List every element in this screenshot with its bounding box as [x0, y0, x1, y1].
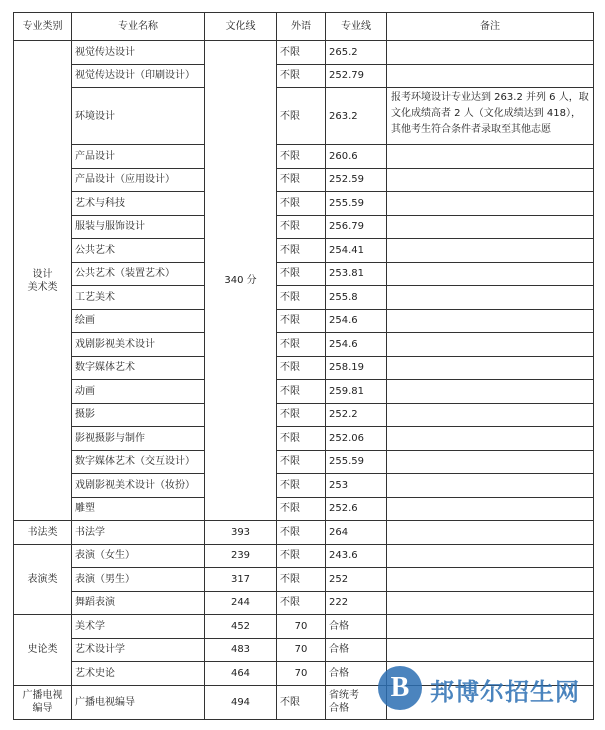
- language-req: 不限: [277, 192, 326, 216]
- major-score: 255.59: [326, 450, 387, 474]
- remark-cell: [387, 145, 594, 169]
- major-score: 合格: [326, 662, 387, 686]
- language-req: 不限: [277, 88, 326, 145]
- remark-cell: [387, 450, 594, 474]
- language-req: 不限: [277, 286, 326, 310]
- culture-line: 494: [205, 685, 277, 719]
- culture-line: 244: [205, 591, 277, 615]
- language-req: 不限: [277, 544, 326, 568]
- culture-line: 239: [205, 544, 277, 568]
- language-req: 不限: [277, 41, 326, 65]
- category-calligraphy: 书法类: [14, 521, 72, 545]
- major-name: 艺术设计学: [72, 638, 205, 662]
- remark-cell: [387, 41, 594, 65]
- header-remarks: 备注: [387, 13, 594, 41]
- language-req: 70: [277, 638, 326, 662]
- language-req: 不限: [277, 474, 326, 498]
- header-foreign-language: 外语: [277, 13, 326, 41]
- header-row: [14, 13, 594, 41]
- language-req: 不限: [277, 239, 326, 263]
- major-score: 252.6: [326, 497, 387, 521]
- major-score: 252.06: [326, 427, 387, 451]
- table-row: [14, 591, 594, 615]
- table-row: [14, 215, 594, 239]
- culture-line-design: 340 分: [205, 41, 277, 521]
- table-row: [14, 192, 594, 216]
- language-req: 不限: [277, 262, 326, 286]
- language-req: 不限: [277, 591, 326, 615]
- header-category: 专业类别: [14, 13, 72, 41]
- culture-line: 393: [205, 521, 277, 545]
- remark-cell: [387, 615, 594, 639]
- remark-cell: [387, 215, 594, 239]
- table-row: [14, 168, 594, 192]
- major-score: 265.2: [326, 41, 387, 65]
- major-score: 258.19: [326, 356, 387, 380]
- table-row: [14, 521, 594, 545]
- major-name: 书法学: [72, 521, 205, 545]
- remark-cell: [387, 286, 594, 310]
- table-row: [14, 356, 594, 380]
- major-score: 222: [326, 591, 387, 615]
- remark-cell: [387, 192, 594, 216]
- major-score: 253: [326, 474, 387, 498]
- major-score: 256.79: [326, 215, 387, 239]
- major-score: 254.6: [326, 333, 387, 357]
- remark-cell: [387, 568, 594, 592]
- remark-environment-design: 报考环境设计专业达到 263.2 并列 6 人，取文化成绩高者 2 人（文化成绩达到 418），其他考生符合条件者录取至其他志愿: [387, 88, 594, 145]
- language-req: 不限: [277, 64, 326, 88]
- remark-cell: [387, 380, 594, 404]
- language-req: 不限: [277, 168, 326, 192]
- major-name: 视觉传达设计（印刷设计）: [72, 64, 205, 88]
- major-name: 戏剧影视美术设计（妆扮）: [72, 474, 205, 498]
- table-row: [14, 380, 594, 404]
- major-score: 254.6: [326, 309, 387, 333]
- language-req: 不限: [277, 215, 326, 239]
- major-score: 合格: [326, 638, 387, 662]
- table-row: [14, 41, 594, 65]
- major-name: 艺术史论: [72, 662, 205, 686]
- table-row: [14, 145, 594, 169]
- language-req: 不限: [277, 309, 326, 333]
- major-score: 合格: [326, 615, 387, 639]
- remark-cell: [387, 168, 594, 192]
- remark-cell: [387, 427, 594, 451]
- language-req: 不限: [277, 403, 326, 427]
- major-score: 264: [326, 521, 387, 545]
- major-name: 公共艺术（装置艺术）: [72, 262, 205, 286]
- language-req: 不限: [277, 450, 326, 474]
- major-name: 艺术与科技: [72, 192, 205, 216]
- remark-cell: [387, 356, 594, 380]
- major-name: 广播电视编导: [72, 685, 205, 719]
- table-row: [14, 450, 594, 474]
- language-req: 不限: [277, 380, 326, 404]
- major-name: 动画: [72, 380, 205, 404]
- major-score: 253.81: [326, 262, 387, 286]
- major-name: 舞蹈表演: [72, 591, 205, 615]
- category-design: 设计 美术类: [14, 41, 72, 521]
- watermark-text: 邦博尔招生网: [430, 678, 580, 706]
- major-score: 252.59: [326, 168, 387, 192]
- language-req: 不限: [277, 427, 326, 451]
- major-name: 雕塑: [72, 497, 205, 521]
- table-row: [14, 638, 594, 662]
- major-name: 绘画: [72, 309, 205, 333]
- remark-cell: [387, 497, 594, 521]
- remark-cell: [387, 333, 594, 357]
- major-name: 戏剧影视美术设计: [72, 333, 205, 357]
- major-score: 263.2: [326, 88, 387, 145]
- table-row: [14, 427, 594, 451]
- major-name: 环境设计: [72, 88, 205, 145]
- major-name: 视觉传达设计: [72, 41, 205, 65]
- language-req: 不限: [277, 685, 326, 719]
- major-name: 表演（女生）: [72, 544, 205, 568]
- table-row: [14, 615, 594, 639]
- table-row: [14, 474, 594, 498]
- remark-cell: [387, 64, 594, 88]
- culture-line: 452: [205, 615, 277, 639]
- language-req: 不限: [277, 497, 326, 521]
- culture-line: 464: [205, 662, 277, 686]
- table-row: [14, 403, 594, 427]
- table-row: [14, 333, 594, 357]
- admission-score-table: [13, 12, 594, 720]
- table-row: [14, 239, 594, 263]
- major-score: 260.6: [326, 145, 387, 169]
- culture-line: 483: [205, 638, 277, 662]
- remark-cell: [387, 239, 594, 263]
- table-row: [14, 262, 594, 286]
- language-req: 不限: [277, 521, 326, 545]
- table-row: [14, 497, 594, 521]
- table-row: [14, 544, 594, 568]
- major-score: 省统考 合格: [326, 685, 387, 719]
- remark-cell: [387, 403, 594, 427]
- language-req: 不限: [277, 568, 326, 592]
- major-score: 252.2: [326, 403, 387, 427]
- remark-cell: [387, 474, 594, 498]
- table-row: [14, 88, 594, 145]
- header-major: 专业名称: [72, 13, 205, 41]
- major-name: 摄影: [72, 403, 205, 427]
- category-broadcast: 广播电视 编导: [14, 685, 72, 719]
- major-score: 259.81: [326, 380, 387, 404]
- site-watermark: [378, 664, 598, 714]
- major-name: 数字媒体艺术（交互设计）: [72, 450, 205, 474]
- table-row: [14, 286, 594, 310]
- major-score: 252.79: [326, 64, 387, 88]
- major-score: 255.8: [326, 286, 387, 310]
- major-name: 美术学: [72, 615, 205, 639]
- remark-cell: [387, 544, 594, 568]
- major-name: 数字媒体艺术: [72, 356, 205, 380]
- table-row: [14, 568, 594, 592]
- major-name: 产品设计（应用设计）: [72, 168, 205, 192]
- language-req: 70: [277, 662, 326, 686]
- remark-cell: [387, 638, 594, 662]
- remark-cell: [387, 591, 594, 615]
- major-name: 影视摄影与制作: [72, 427, 205, 451]
- table-row: [14, 64, 594, 88]
- remark-cell: [387, 309, 594, 333]
- major-name: 表演（男生）: [72, 568, 205, 592]
- major-score: 252: [326, 568, 387, 592]
- major-score: 254.41: [326, 239, 387, 263]
- header-major-line: 专业线: [326, 13, 387, 41]
- major-name: 产品设计: [72, 145, 205, 169]
- language-req: 不限: [277, 356, 326, 380]
- culture-line: 317: [205, 568, 277, 592]
- major-name: 服装与服饰设计: [72, 215, 205, 239]
- major-name: 公共艺术: [72, 239, 205, 263]
- language-req: 不限: [277, 145, 326, 169]
- language-req: 不限: [277, 333, 326, 357]
- header-culture-line: 文化线: [205, 13, 277, 41]
- major-name: 工艺美术: [72, 286, 205, 310]
- remark-cell: [387, 262, 594, 286]
- watermark-logo-letter: B: [390, 672, 410, 703]
- remark-cell: [387, 521, 594, 545]
- language-req: 70: [277, 615, 326, 639]
- category-performance: 表演类: [14, 544, 72, 615]
- category-history-theory: 史论类: [14, 615, 72, 686]
- table-row: [14, 309, 594, 333]
- major-score: 243.6: [326, 544, 387, 568]
- major-score: 255.59: [326, 192, 387, 216]
